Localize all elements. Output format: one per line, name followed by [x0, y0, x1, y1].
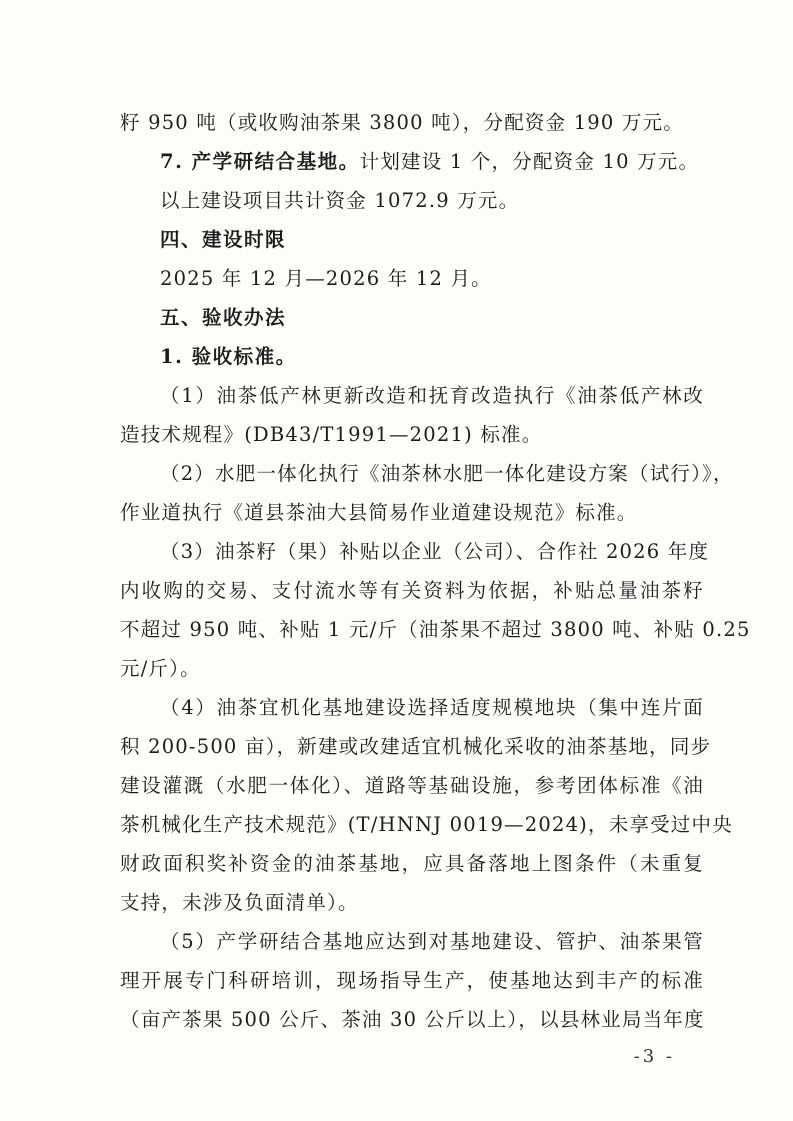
text-line — [160, 149, 699, 175]
section-heading: 7. 产学研结合基地。 — [160, 150, 360, 173]
text-line: 作业道执行《道县茶油大县简易作业道建设规范》标准。 — [120, 501, 638, 524]
text-line: （5）产学研结合基地应达到对基地建设、管护、油茶果管 — [160, 930, 704, 953]
text-line: 不超过 950 吨、补贴 1 元/斤（油茶果不超过 3800 吨、补贴 0.25 — [120, 618, 751, 641]
text-line: （亩产茶果 500 公斤、茶油 30 公斤以上），以县林业局当年度 — [120, 1008, 705, 1031]
text-span: 计划建设 1 个，分配资金 10 万元。 — [359, 150, 700, 173]
text-line: 茶机械化生产技术规范》(T/HNNJ 0019—2024)，未享受过中央 — [120, 813, 733, 836]
text-line: 积 200-500 亩），新建或改建适宜机械化采收的油茶基地，同步 — [120, 735, 712, 758]
text-line: （1）油茶低产林更新改造和抚育改造执行《油茶低产林改 — [160, 384, 704, 407]
text-line: （2）水肥一体化执行《油茶林水肥一体化建设方案（试行）》， — [160, 462, 734, 485]
section-heading: 四、建设时限 — [160, 228, 287, 251]
text-line: 籽 950 吨（或收购油茶果 3800 吨），分配资金 190 万元。 — [120, 111, 685, 134]
text-line: 元/斤）。 — [120, 657, 201, 680]
text-line: 内收购的交易、支付流水等有关资料为依据，补贴总量油茶籽 — [120, 579, 704, 602]
text-line: 2025 年 12 月—2026 年 12 月。 — [160, 267, 492, 290]
text-line: 财政面积奖补资金的油茶基地，应具备落地上图条件（未重复 — [120, 852, 704, 875]
text-line: 造技术规程》(DB43/T1991—2021) 标准。 — [120, 423, 543, 446]
text-line: 理开展专门科研培训，现场指导生产，使基地达到丰产的标准 — [120, 969, 704, 992]
text-line: 以上建设项目共计资金 1072.9 万元。 — [160, 189, 520, 212]
text-line: 支持，未涉及负面清单）。 — [120, 891, 359, 914]
section-heading: 五、验收办法 — [160, 306, 287, 329]
subsection-heading: 1. 验收标准。 — [160, 345, 297, 368]
text-line: （4）油茶宜机化基地建设选择适度规模地块（集中连片面 — [160, 696, 704, 719]
text-line: （3）油茶籽（果）补贴以企业（公司）、合作社 2026 年度 — [160, 540, 710, 563]
text-line: 建设灌溉（水肥一体化）、道路等基础设施，参考团体标准《油 — [120, 774, 704, 797]
page-number: -3 - — [633, 1046, 675, 1067]
